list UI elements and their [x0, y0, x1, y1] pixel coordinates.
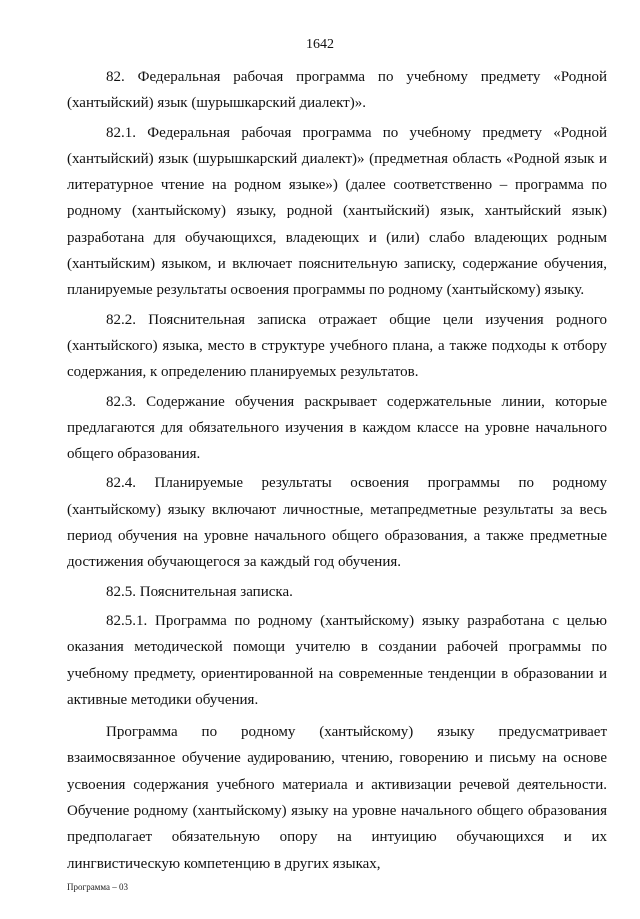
paragraph-82-5-1: 82.5.1. Программа по родному (хантыйскому) языку разработана с целью оказания методической помощи учителю в создании рабочей программы по учебному предмету, ориентированной на современные тенденции в образовании и активные методики обучения.	[67, 612, 607, 708]
paragraph-82-title: 82. Федеральная рабочая программа по учебному предмету «Родной (хантыйский) язык (шурышкарский диалект)».	[67, 69, 607, 112]
paragraph-82-1: 82.1. Федеральная рабочая программа по учебному предмету «Родной (хантыйский) язык (шурышкарский диалект)» (предметная область «Родной язык и литературное чтение на родном языке») (далее соответственно – программа по родному (хантыйскому) языку, родной (хантыйский) язык, хантыйский язык) разработана для обучающихся, владеющих и (или) слабо владеющих родным (хантыйским) языком, и включает пояснительную записку, содержание обучения, планируемые результаты освоения программы по родному (хантыйскому) языку.	[67, 124, 607, 299]
paragraph-82-4: 82.4. Планируемые результаты освоения программы по родному (хантыйскому) языку включают личностные, метапредметные результаты за весь период обучения на уровне начального общего образования, а также предметные достижения обучающегося за каждый год обучения.	[67, 475, 607, 571]
paragraph-82-2: 82.2. Пояснительная записка отражает общие цели изучения родного (хантыйского) языка, место в структуре учебного плана, а также подходы к отбору содержания, к определению планируемых результатов.	[67, 311, 607, 381]
footer-label: Программа – 03	[67, 882, 129, 892]
paragraph-program-description: Программа по родному (хантыйскому) языку предусматривает взаимосвязанное обучение аудированию, чтению, говорению и письму на основе усвоения содержания учебного материала и активизации речевой деятельности. Обучение родному (хантыйскому) языку на уровне начального общего образования предполагает обязательную опору на интуицию обучающихся и их лингвистическую компетенцию в других языках,	[67, 724, 607, 872]
document-body	[67, 64, 607, 877]
paragraph-82-3: 82.3. Содержание обучения раскрывает содержательные линии, которые предлагаются для обязательного изучения в каждом классе на уровне начального общего образования.	[67, 393, 607, 463]
page-number: 1642	[306, 37, 334, 52]
paragraph-82-5: 82.5. Пояснительная записка.	[106, 583, 293, 600]
